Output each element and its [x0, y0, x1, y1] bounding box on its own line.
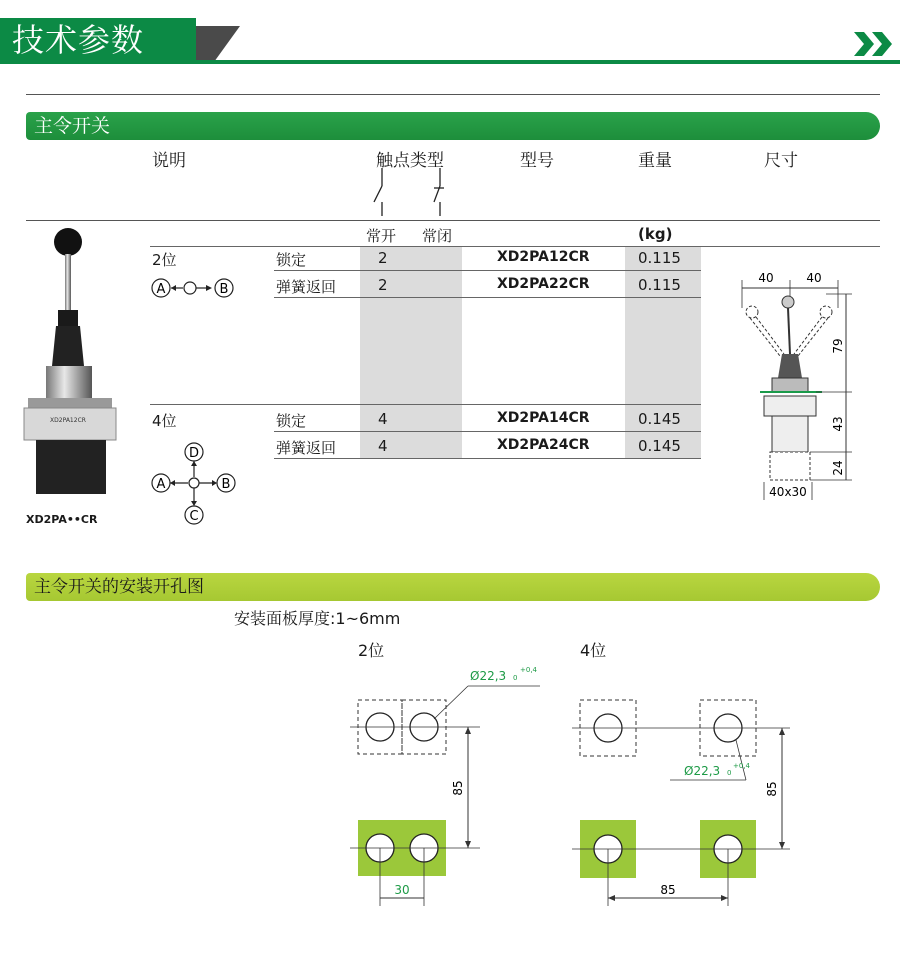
dim-85-vertical: 85: [451, 780, 465, 796]
dim-h-mid: 43: [831, 416, 845, 432]
dim-base: 40x30: [769, 485, 807, 499]
product-photo: [18, 226, 122, 498]
hole-tol: +0,4: [520, 666, 537, 674]
hole-tol: +0,4: [733, 762, 750, 770]
nc-column-shade: [360, 247, 462, 459]
diagram-letter-b: B: [221, 477, 231, 492]
hole-dia: Ø22,3: [684, 764, 721, 778]
dim-w-right: 40: [806, 271, 822, 285]
table-cell-no: 4: [378, 437, 388, 455]
sub-col-no: 常开: [366, 227, 397, 245]
row-rule: [274, 431, 701, 432]
product-caption: XD2PA••CR: [26, 513, 98, 526]
group-label-2pos: 2位: [152, 251, 177, 269]
hole-dia: Ø22,3: [470, 669, 507, 683]
table-cell-no: 2: [378, 249, 388, 267]
group-label-4pos: 4位: [152, 412, 177, 430]
row-rule: [274, 270, 701, 271]
col-model: 型号: [520, 151, 554, 171]
diagram-letter-c: C: [189, 509, 199, 524]
svg-text:XD2PA12CR: XD2PA12CR: [50, 417, 86, 424]
contact-symbols-icon: [368, 168, 458, 218]
dim-85-vertical: 85: [765, 781, 779, 797]
page-title: 技术参数: [0, 18, 196, 62]
divider: [26, 94, 880, 95]
hole-tol-low: 0: [727, 769, 732, 777]
table-header-rule: [150, 246, 880, 247]
table-cell-model: XD2PA14CR: [497, 410, 590, 426]
table-cell-no: 4: [378, 410, 388, 428]
cutout-drawing-2pos: [340, 660, 560, 910]
table-cell-weight: 0.145: [638, 410, 681, 428]
col-dims: 尺寸: [764, 151, 798, 171]
dim-w-left: 40: [758, 271, 774, 285]
cutout-drawing-4pos: [570, 660, 800, 910]
diagram-letter-a: A: [156, 477, 166, 492]
table-cell-mode: 弹簧返回: [276, 439, 337, 457]
label-2pos: 2位: [358, 641, 385, 660]
table-cell-model: XD2PA12CR: [497, 249, 590, 265]
section-bar-switch: 主令开关: [26, 112, 880, 140]
section-bar-cutout: 主令开关的安装开孔图: [26, 573, 880, 601]
next-arrows-icon[interactable]: [852, 30, 900, 58]
table-cell-model: XD2PA22CR: [497, 276, 590, 292]
table-cell-mode: 锁定: [276, 251, 307, 269]
table-cell-mode: 弹簧返回: [276, 278, 337, 296]
row-rule: [274, 458, 701, 459]
title-tab-corner: [196, 26, 240, 62]
panel-thickness: 安装面板厚度:1~6mm: [234, 609, 401, 628]
table-cell-weight: 0.115: [638, 249, 681, 267]
four-position-diagram: [150, 440, 240, 528]
col-desc: 说明: [152, 151, 186, 171]
row-rule: [274, 297, 701, 298]
table-cell-weight: 0.145: [638, 437, 681, 455]
dim-30: 30: [394, 883, 410, 897]
dim-h-bot: 24: [831, 460, 845, 476]
col-contact-type: 触点类型: [376, 151, 444, 171]
dim-h-top: 79: [831, 338, 845, 354]
col-weight: 重量: [638, 151, 672, 171]
hole-tol-low: 0: [513, 674, 518, 682]
diagram-letter-d: D: [188, 446, 200, 461]
header-rule: [0, 60, 900, 64]
sub-col-weight-unit: (kg): [638, 225, 673, 243]
group-rule: [150, 404, 701, 405]
two-position-diagram: [150, 276, 240, 300]
sub-col-nc: 常闭: [422, 227, 453, 245]
table-cell-weight: 0.115: [638, 276, 681, 294]
diagram-letter-b: B: [219, 282, 229, 297]
label-4pos: 4位: [580, 641, 607, 660]
table-cell-mode: 锁定: [276, 412, 307, 430]
table-cell-no: 2: [378, 276, 388, 294]
dim-85-horizontal: 85: [660, 883, 676, 897]
table-top-rule: [26, 220, 880, 221]
table-cell-model: XD2PA24CR: [497, 437, 590, 453]
dimension-drawing: [734, 262, 874, 502]
diagram-letter-a: A: [156, 282, 166, 297]
